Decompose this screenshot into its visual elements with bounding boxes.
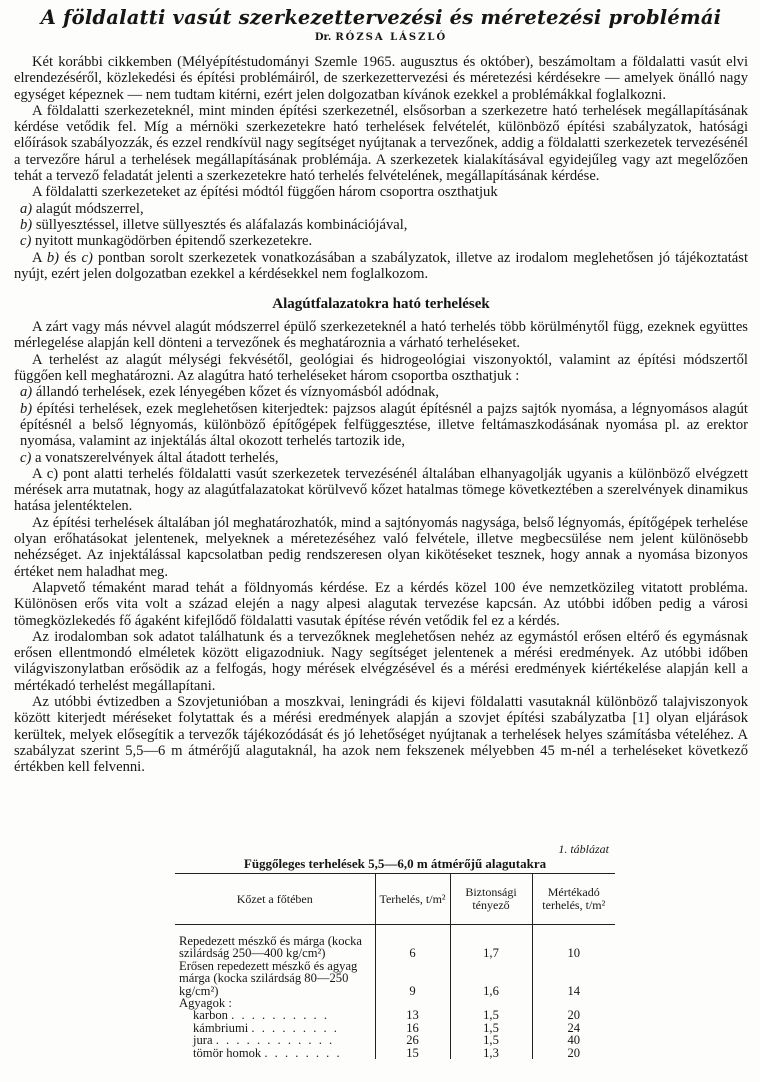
design-load-cell: 10 [532, 935, 615, 960]
section-paragraph-7: Az utóbbi évtizedben a Szovjetunióban a moszkvai, leningrádi és kijevi földalatti vasutaknál különböző talajviszonyok között kiterjedt méréseket folytattak és a mérési eredmények alapján a szovjet építési szabályzatba [1] olyan eljárások kerültek, melyek elősegítik a tervezők tájékozódását és jó lehetőséget nyújtanak a terhelések helyes számításba vételéhez. A szabályzat szerint 5,5—6 m átmérőjű alagutaknál, ha azok nem fekszenek mélyebben 45 m-nél a terheléseket következő értékben kell felvenni. [14, 693, 748, 776]
load-cell: 15 [375, 1047, 450, 1059]
author-line [14, 31, 748, 44]
column-header: Biztonsági tényező [450, 874, 532, 925]
load-cell: 13 [375, 1009, 450, 1021]
rock-cell: jura . . . . . . . . . . . . [193, 1034, 335, 1047]
section-list-item: a) állandó terhelések, ezek lényegében kőzet és víznyomásból adódnak, [20, 384, 440, 401]
column-header: Mértékadó terhelés, t/m² [532, 874, 615, 925]
article-body [14, 54, 748, 775]
load-cell: 26 [375, 1034, 450, 1046]
table-row [175, 960, 615, 997]
section-list-item: c) a vonatszerelvények által átadott terhelés, [20, 449, 279, 466]
section-paragraph-2: A terhelést az alagút mélységi fekvésétől, geológiai és hidrogeológiai viszonyoktól, valamint az építési módszertől függően kell meghatározni. Az alagútra ható terheléseket három csoportba oszthatjuk : [14, 351, 748, 385]
article-title: A földalatti vasút szerkezettervezési és méretezési problémái [40, 6, 722, 29]
table-header-row [175, 874, 615, 925]
table-row [175, 1022, 615, 1034]
column-header: Kőzet a főtében [175, 874, 375, 925]
table-group-row [175, 997, 615, 1009]
author-prefix: Dr. [314, 32, 332, 43]
intro-paragraph-4: A b) és c) pontban sorolt szerkezetek vonatkozásában a szabályzatok, illetve az irodalom meglehetősen jó tájékoztatást nyújt, ezért jelen dolgozatban ezekkel a kérdésekkel nem foglalkozom. [14, 249, 749, 282]
load-cell: 16 [375, 1022, 450, 1034]
rock-cell: tömör homok . . . . . . . . [193, 1046, 342, 1060]
rock-cell: Repedezett mészkő és márga (kocka szilárdság 250—400 kg/cm²) [179, 934, 362, 961]
safety-cell: 1,5 [450, 1009, 532, 1021]
section-paragraph-1: A zárt vagy más névvel alagút módszerrel épülő szerkezeteknél a ható terhelés több körülménytől függ, ezeknek együttes mérlegelése alapján kell dönteni a tervezőnek és meghatároznia a várható terheléseket. [14, 319, 748, 352]
load-table [175, 873, 615, 1059]
safety-cell: 1,3 [450, 1047, 532, 1059]
table-block [175, 843, 615, 1059]
design-load-cell: 20 [532, 1047, 615, 1059]
table-row [175, 935, 615, 960]
safety-cell: 1,6 [450, 960, 532, 997]
rock-cell: kámbriumi . . . . . . . . . [193, 1021, 339, 1035]
load-cell: 6 [375, 935, 450, 960]
intro-paragraph-3: A földalatti szerkezeteket az építési módtól függően három csoportra oszthatjuk [32, 184, 498, 201]
safety-cell: 1,7 [450, 935, 532, 960]
intro-list-item: c) nyitott munkagödörben épitendő szerkezetekre. [20, 233, 313, 250]
page [14, 6, 748, 775]
section-paragraph-6: Az irodalomban sok adatot találhatunk és a tervezőknek meglehetősen nehéz az egymástól erősen eltérő és egymásnak erősen ellentmondó elméletek között eligazodniuk. Nagy segítséget jelentenek a mérési eredmények. Az utóbbi időben világviszonylatban erősödik az a felfogás, hogy mérések elvégzésével és a mérési eredmények kiértékelése alapján kell a mértékadó terhelést megállapítani. [14, 628, 748, 694]
section-paragraph-4: Az építési terhelések általában jól meghatározhatók, mind a sajtónyomás nagysága, belső légnyomás, építőgépek terhelése olyan erőhatásokat jelentenek, melyeknek a méretezéséhez való felvétele, illetve megbecsülése nem jelent különösebb nehézséget. Az injektálással kapcsolatban pedig rendszeresen olyan kikötéseket tesznek, hogy annak a nyomása bizonyos értéket nem haladhat meg. [14, 514, 748, 580]
group-label: Agyagok : [179, 996, 232, 1011]
table-number: 1. táblázat [558, 842, 609, 856]
section-list-item: b) építési terhelések, ezek meglehetősen kiterjedtek: pajzsos alagút építésnél a pajzs sajtók nyomása, a légnyomásos alagút építésnél a belső légnyomás, különböző építőgépek felfüggesztése, illetve feltámaszkodásának nyomása pl. az erektor nyomása, valamint az injektálás által okozott terhelés tartozik ide, [20, 400, 748, 450]
design-load-cell: 24 [532, 1022, 615, 1034]
section-paragraph-5: Alapvető témaként marad tehát a földnyomás kérdése. Ez a kérdés közel 100 éve nemzetközileg vitatott probléma. Különösen erős vita volt a század elején a nagy alpesi alagutak tervezése kapcsán. Az utóbbi időben pedig a városi tömegközlekedés fő ágaként kifejlődő földalatti vasutak építése révén vetődik fel ez a kérdés. [14, 579, 748, 629]
design-load-cell: 20 [532, 1009, 615, 1021]
load-cell: 9 [375, 960, 450, 997]
column-header: Terhelés, t/m² [375, 874, 450, 925]
design-load-cell: 40 [532, 1034, 615, 1046]
intro-list-item: b) süllyesztéssel, illetve süllyesztés és aláfalazás kombinációjával, [20, 216, 408, 233]
intro-paragraph-1: Két korábbi cikkemben (Mélyépítéstudományi Szemle 1965. augusztus és október), beszámoltam a földalatti vasút elvi elrendezéséről, közlekedési és építési problémáiról, de szerkezettervezési és méretezési kérdésekre — amelyek önálló nagy egységet képeznek — nem tudtam kitérni, ezért jelen dolgozatban kívánok ezekkel a problémákkal foglalkozni. [14, 54, 748, 103]
table-row [175, 1034, 615, 1046]
safety-cell: 1,5 [450, 1034, 532, 1046]
rock-cell: Erősen repedezett mészkő és agyag márga (kocka szilárdság 80—250 kg/cm²) [179, 958, 358, 998]
safety-cell: 1,5 [450, 1022, 532, 1034]
section-heading: Alagútfalazatokra ható terhelések [272, 296, 490, 313]
design-load-cell: 14 [532, 960, 615, 997]
intro-paragraph-2: A földalatti szerkezeteknél, mint minden építési szerkezetnél, elsősorban a szerkezetre ható terhelések megállapításának kérdése vetődik fel. Míg a mérnöki szerkezetekre ható terhelések felvételét, különböző építési szabályzatok, hatósági előírások szabályozzák, és ezzel rendkívül nagy segítséget nyújtanak a tervezőnek, addig a földalatti szerkezetek tervezésénél a tervezőre hárul a terhelések megállapításának problémája. A szerkezetek kialakításával egyidejűleg vagy azt megelőzően tehát a tervező feladatát jelenti a szerkezetekre ható terhelés felvételének, megállapításának kérdése. [14, 102, 748, 185]
table-title: Függőleges terhelések 5,5—6,0 m átmérőjű alagutakra [243, 856, 547, 871]
rock-cell: karbon . . . . . . . . . . [193, 1009, 329, 1022]
table-row [175, 1047, 615, 1059]
section-paragraph-3: A c) pont alatti terhelés földalatti vasút szerkezetek tervezésénél általában elhanyagolják ugyanis a különböző elvégzett mérések arra mutatnak, hogy az alagútfalazatokat körülvevő kőzet hatalmas tömege következtében a szerelvények dinamikus hatása jelentéktelen. [14, 465, 748, 515]
author-name: RÓZSA LÁSZLÓ [335, 32, 448, 43]
intro-list-item: a) alagút módszerrel, [20, 200, 144, 217]
table-row [175, 1009, 615, 1021]
